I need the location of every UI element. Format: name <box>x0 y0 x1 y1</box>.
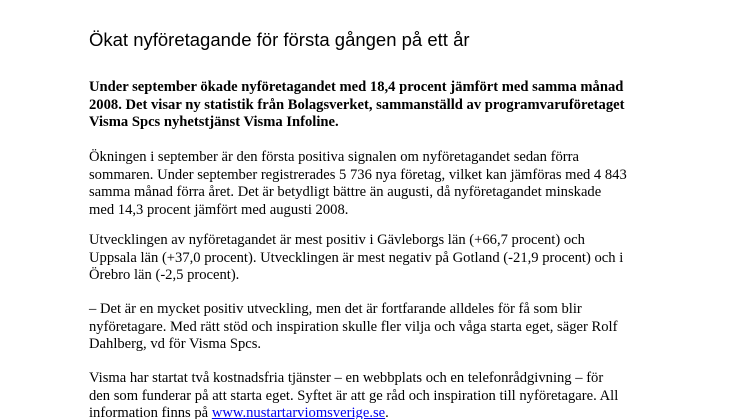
document-title: Ökat nyföretagande för första gången på ett år <box>89 29 470 50</box>
paragraph-line: samma månad förra året. Det är betydligt bättre än augusti, då nyföretagandet minskade <box>89 184 602 200</box>
website-link[interactable]: www.nustartarviomsverige.se <box>211 405 386 419</box>
lead-line: 2008. Det visar ny statistik från Bolagsverket, sammanställd av programvaruföretaget <box>89 96 625 113</box>
paragraph-regional-development <box>89 232 699 285</box>
link-suffix-text: . <box>385 405 389 419</box>
paragraph-line: Utvecklingen av nyföretagandet är mest positiv i Gävleborgs län (+66,7 procent) och <box>89 232 585 248</box>
paragraph-line: Ökningen i september är den första positiva signalen om nyföretagandet sedan förra <box>89 149 579 165</box>
paragraph-line: den som funderar på att starta eget. Syftet är att ge råd och inspiration till nyföretagare. All <box>89 387 619 404</box>
lead-line: Visma Spcs nyhetstjänst Visma Infoline. <box>89 114 339 130</box>
link-prefix-text: information finns på <box>89 405 212 419</box>
paragraph-line: med 14,3 procent jämfört med augusti 2008. <box>89 201 349 218</box>
paragraph-line: Örebro län (-2,5 procent). <box>89 267 240 283</box>
paragraph-line: Uppsala län (+37,0 procent). Utvecklingen är mest negativ på Gotland (-21,9 procent) och i <box>89 249 624 266</box>
paragraph-line: sommaren. Under september registrerades 5 736 nya företag, vilket kan jämföras med 4 843 <box>89 166 627 183</box>
paragraph-line-with-link <box>89 405 699 419</box>
paragraph-september-increase <box>89 149 699 219</box>
lead-paragraph <box>89 79 699 132</box>
paragraph-line: – Det är en mycket positiv utveckling, men det är fortfarande alldeles för få som blir <box>89 301 582 317</box>
paragraph-line: Visma har startat två kostnadsfria tjänster – en webbplats och en telefonrådgivning – för <box>89 370 604 386</box>
paragraph-services <box>89 370 699 419</box>
paragraph-quote <box>89 301 699 354</box>
paragraph-line: nyföretagare. Med rätt stöd och inspiration skulle fler vilja och våga starta eget, säger Rolf <box>89 318 618 335</box>
lead-line: Under september ökade nyföretagandet med 18,4 procent jämfört med samma månad <box>89 79 624 95</box>
paragraph-line: Dahlberg, vd för Visma Spcs. <box>89 336 262 352</box>
